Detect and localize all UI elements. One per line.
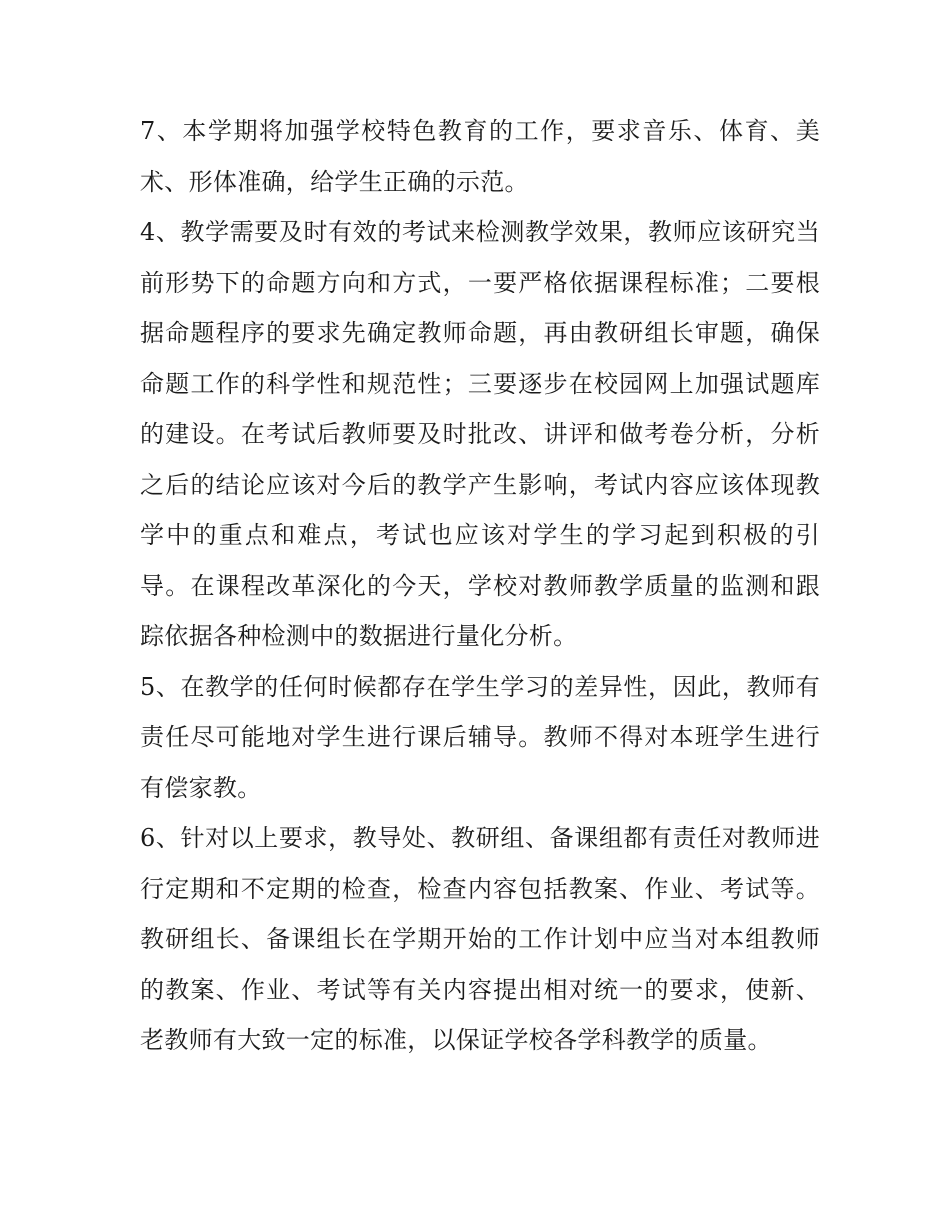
paragraph-item-5: 5、在教学的任何时候都存在学生学习的差异性，因此，教师有责任尽可能地对学生进行课后辅导。教师不得对本班学生进行有偿家教。 [140, 672, 820, 802]
paragraph-item-4: 4、教学需要及时有效的考试来检测教学效果，教师应该研究当前形势下的命题方向和方式，一要严格依据课程标准；二要根据命题程序的要求先确定教师命题，再由教研组长审题，确保命题工作的科学性和规范性；三要逐步在校园网上加强试题库的建设。在考试后教师要及时批改、讲评和做考卷分析，分析之后的结论应该对今后的教学产生影响，考试内容应该体现教学中的重点和难点，考试也应该对学生的学习起到积极的引导。在课程改革深化的今天，学校对教师教学质量的监测和跟踪依据各种检测中的数据进行量化分析。 [140, 218, 820, 650]
paragraph-item-6: 6、针对以上要求，教导处、教研组、备课组都有责任对教师进行定期和不定期的检查，检查内容包括教案、作业、考试等。教研组长、备课组长在学期开始的工作计划中应当对本组教师的教案、作业、考试等有关内容提出相对统一的要求，使新、老教师有大致一定的标准，以保证学校各学科教学的质量。 [140, 824, 820, 1054]
document-body [140, 106, 820, 1066]
paragraph-item-7: 7、本学期将加强学校特色教育的工作，要求音乐、体育、美术、形体准确，给学生正确的示范。 [140, 117, 820, 196]
